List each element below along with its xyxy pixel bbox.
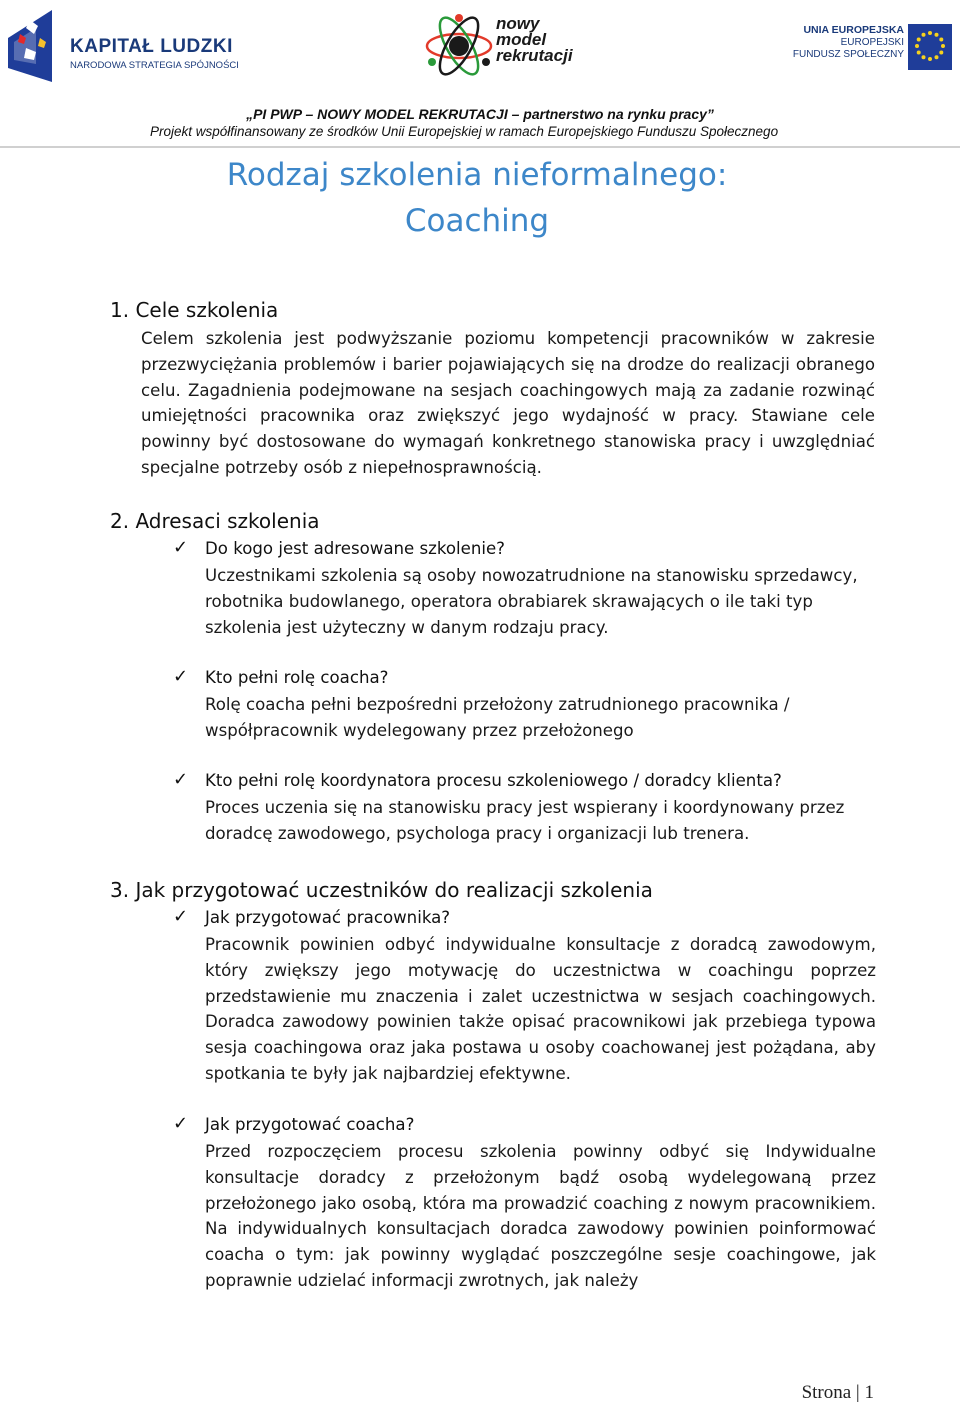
question-1: Do kogo jest adresowane szkolenie?	[205, 539, 505, 558]
check-icon: ✓	[173, 906, 189, 927]
nmr-line-1: nowy	[496, 14, 540, 33]
kapital-ludzki-subtitle: NARODOWA STRATEGIA SPÓJNOŚCI	[70, 60, 239, 71]
project-title: „PI PWP – NOWY MODEL REKRUTACJI – partnerstwo na rynku pracy”	[246, 106, 714, 122]
section-3-heading: 3. Jak przygotować uczestników do realizacji szkolenia	[110, 878, 653, 902]
document-title	[0, 152, 954, 244]
section-1-heading: 1. Cele szkolenia	[110, 298, 279, 322]
atom-people-icon	[424, 12, 494, 80]
kapital-ludzki-title: KAPITAŁ LUDZKI	[70, 36, 233, 57]
answer-3: Proces uczenia się na stanowisku pracy jest wspierany i koordynowany przez doradcę zawodowego, psychologa pracy i organizacji lub trenera.	[205, 798, 845, 843]
page-header	[0, 0, 960, 150]
answer-5: Przed rozpoczęciem procesu szkolenia powinny odbyć się Indywidualne konsultacje doradcy z przełożonym bądź osobą wydelegowaną przez przełożonego jako osobą, która ma prowadzić coaching z nowym pracownikiem. Na indywidualnych konsultacjach doradca zawodowy powinien poinformować coacha o tym: jak powinny wyglądać poszczególne sesje coachingowe, jak poprawnie udzielać informacji zwrotnych, jak należy	[205, 1142, 876, 1290]
section-2-heading: 2. Adresaci szkolenia	[110, 509, 320, 533]
kapital-ludzki-emblem-icon	[6, 8, 58, 84]
question-5: Jak przygotować coacha?	[205, 1115, 415, 1134]
nowy-model-rekrutacji-text	[496, 16, 573, 64]
answer-2: Rolę coacha pełni bezpośredni przełożony zatrudnionego pracownika / współpracownik wydelegowany przez przełożonego	[205, 695, 790, 740]
project-subtitle: Projekt współfinansowany ze środków Unii Europejskiej w ramach Europejskiego Funduszu Społecznego	[150, 124, 779, 139]
eu-flag-icon	[908, 24, 952, 70]
unia-europejska-logo	[770, 24, 960, 74]
question-4: Jak przygotować pracownika?	[205, 908, 451, 927]
nmr-line-3: rekrutacji	[496, 46, 573, 65]
nowy-model-rekrutacji-logo	[424, 12, 594, 82]
kapital-ludzki-logo	[6, 8, 256, 88]
ue-line-2: EUROPEJSKI	[840, 37, 904, 48]
check-icon: ✓	[173, 1113, 189, 1134]
ue-line-3: FUNDUSZ SPOŁECZNY	[792, 49, 904, 60]
question-2: Kto pełni rolę coacha?	[205, 668, 389, 687]
nmr-line-2: model	[496, 30, 547, 49]
header-divider	[0, 146, 960, 148]
answer-1: Uczestnikami szkolenia są osoby nowozatrudnione na stanowisku sprzedawcy, robotnika budowlanego, operatora obrabiarek skrawających o ile taki typ szkolenia jest użyteczny w danym rodzaju pracy.	[205, 566, 858, 637]
title-line-2: Coaching	[404, 203, 550, 239]
ue-line-1: UNIA EUROPEJSKA	[803, 24, 904, 36]
ue-text	[770, 24, 904, 61]
check-icon: ✓	[173, 537, 189, 558]
title-line-1: Rodzaj szkolenia nieformalnego:	[226, 157, 728, 193]
page-number: Strona | 1	[801, 1382, 874, 1403]
section-1-paragraph: Celem szkolenia jest podwyższanie poziomu kompetencji pracowników w zakresie przezwyciężania problemów i barier pojawiających się na drodze do realizacji obranego celu. Zagadnienia podejmowane na sesjach coachingowych mają za zadanie rozwinąć umiejętności pracownika oraz zwiększyć jego wydajność w pracy. Stawiane cele powinny być dostosowane do wymagań konkretnego stanowiska pracy i uwzględniać specjalne potrzeby osób z niepełnosprawnością.	[141, 329, 875, 477]
question-3: Kto pełni rolę koordynatora procesu szkoleniowego / doradcy klienta?	[205, 771, 782, 790]
answer-4: Pracownik powinien odbyć indywidualne konsultacje z doradcą zawodowym, który zwiększy jego motywację do uczestnictwa w coachingu poprzez przedstawienie mu znaczenia i zalet uczestnictwa w sesjach coachingowych. Doradca zawodowy powinien także opisać pracownikowi jak przebiega typowa sesja coachingowa oraz jaka postawa u osoby coachowanej jest pożądana, aby spotkania te były jak najbardziej efektywne.	[205, 935, 876, 1083]
check-icon: ✓	[173, 666, 189, 687]
check-icon: ✓	[173, 769, 189, 790]
